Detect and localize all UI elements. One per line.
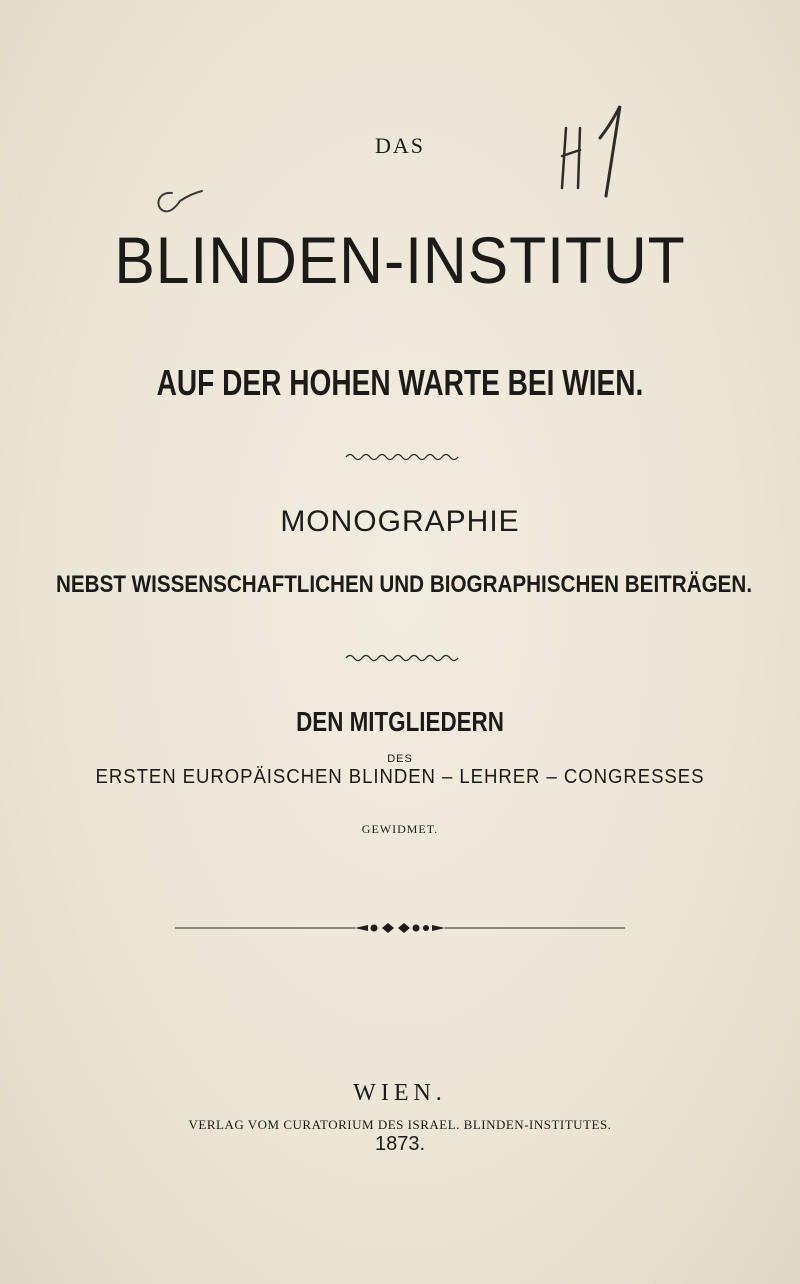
dedication-gewidmet: GEWIDMET.	[361, 822, 439, 836]
publication-year: 1873.	[374, 1133, 426, 1155]
dedication-des: DES	[387, 753, 413, 765]
handwritten-mark-left	[150, 185, 210, 225]
subtitle: AUF DER HOHEN WARTE BEI WIEN.	[156, 362, 644, 403]
beitraege-line: NEBST WISSENSCHAFTLICHEN UND BIOGRAPHISCHEN BEITRÄGEN.	[56, 571, 753, 598]
handwritten-mark-right	[540, 98, 630, 198]
main-title: BLINDEN-INSTITUT	[114, 223, 686, 297]
wavy-divider-middle	[0, 651, 800, 665]
city-imprint: WIEN.	[353, 1080, 447, 1106]
ornamental-rule	[0, 922, 800, 934]
dedication-congress: ERSTEN EUROPÄISCHEN BLINDEN – LEHRER – CONGRESSES	[95, 766, 705, 788]
wavy-divider-top	[0, 450, 800, 464]
monographie-heading: MONOGRAPHIE	[280, 505, 520, 538]
dedication-heading: DEN MITGLIEDERN	[296, 706, 504, 737]
article-das: DAS	[374, 133, 425, 158]
publisher-imprint: VERLAG VOM CURATORIUM DES ISRAEL. BLINDEN-INSTITUTES.	[188, 1117, 612, 1132]
